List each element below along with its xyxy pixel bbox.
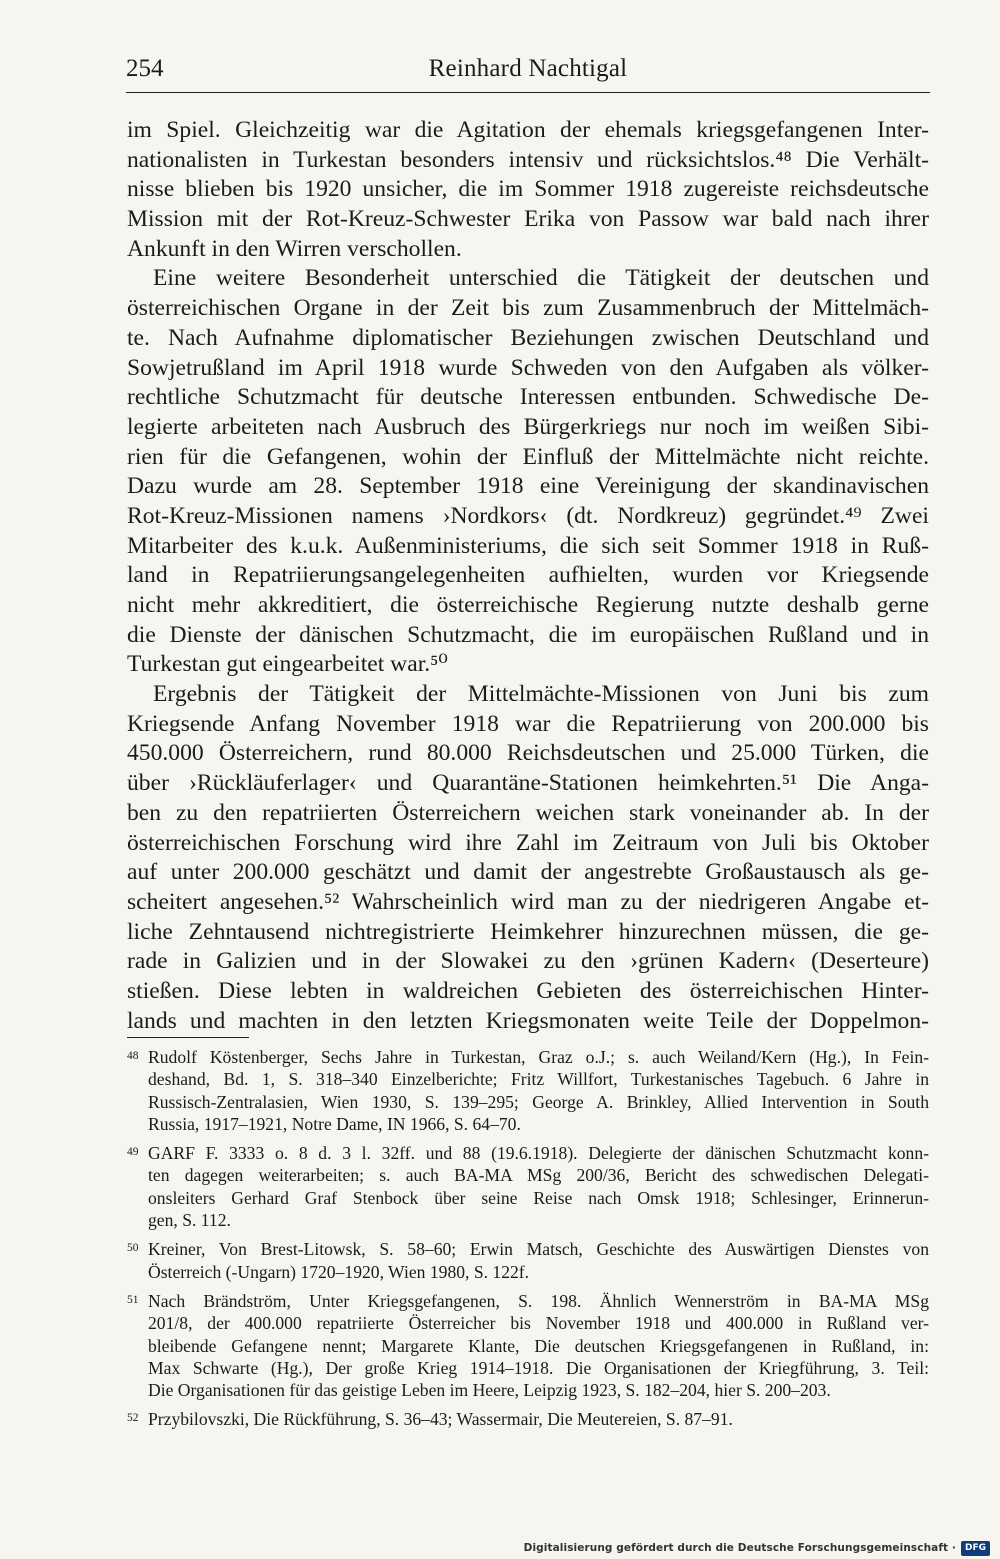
text-line: rade in Galizien und in der Slowakei zu den ›grünen Kadern‹ (Deserteure) [127,948,929,975]
footnote-50 [127,1238,929,1283]
footnote-number: 50 [127,1242,139,1255]
paragraph [127,264,929,680]
text-line: stießen. Diese lebten in waldreichen Gebieten des österreichischen Hinter- [127,977,929,1004]
text-line: nicht mehr akkreditiert, die österreichische Regierung nutzte deshalb gerne [127,592,929,618]
text-line: scheitert angesehen.⁵² Wahrscheinlich wird man zu der niedrigeren Angabe et- [127,888,929,915]
text-line: nationalisten in Turkestan besonders intensiv und rücksichtslos.⁴⁸ Die Verhält- [127,146,929,173]
text-line: Ankunft in den Wirren verschollen. [127,235,462,262]
footnote-line: bleibende Gefangene nennt; Margarete Klante, Die deutschen Kriegsgefangenen in Rußland, in: [148,1335,929,1356]
footnote-line: GARF F. 3333 o. 8 d. 3 l. 32ff. und 88 (19.6.1918). Delegierte der dänischen Schutzmacht konn- [148,1143,929,1164]
text-line: Mission mit der Rot-Kreuz-Schwester Erika von Passow war bald nach ihrer [127,206,929,233]
text-line: im Spiel. Gleichzeitig war die Agitation der ehemals kriegsgefangenen Inter- [127,117,929,143]
text-line: liche Zehntausend nichtregistrierte Heimkehrer hinzurechnen müssen, die ge- [127,918,929,945]
body-text [127,116,929,1036]
text-line: lands und machten in den letzten Kriegsmonaten weite Teile der Doppelmon- [127,1007,929,1034]
text-line: land in Repatriierungsangelegenheiten aufhielten, wurden vor Kriegsende [127,562,929,589]
text-line: österreichischen Organe in der Zeit bis zum Zusammenbruch der Mittelmäch- [127,295,929,322]
footnote-line: Russisch-Zentralasien, Wien 1930, S. 139–295; George A. Brinkley, Allied Intervention in South [148,1091,929,1112]
text-line: legierte arbeiteten nach Ausbruch des Bürgerkriegs nur noch im weißen Sibi- [127,413,929,440]
footnote-line: Przybilovszki, Die Rückführung, S. 36–43; Wassermair, Die Meutereien, S. 87–91. [148,1409,733,1430]
text-line: Ergebnis der Tätigkeit der Mittelmächte-Missionen von Juni bis zum [153,681,929,708]
footnote-line: gen, S. 112. [148,1210,231,1231]
footnote-51 [127,1290,929,1401]
footnote-line: Die Organisationen für das geistige Leben im Heere, Leipzig 1923, S. 182–204, hier S. 200–203. [148,1380,831,1401]
text-line: Sowjetrußland im April 1918 wurde Schweden von den Aufgaben als völker- [127,354,929,381]
digitization-credit [524,1539,990,1557]
page-header [126,52,930,92]
footnote-line: deshand, Bd. 1, S. 318–340 Einzelberichte; Fritz Willfort, Turkestanisches Tagebuch. 6 Jahre in [148,1069,929,1090]
footnote-line: Österreich (-Ungarn) 1720–1920, Wien 1980, S. 122f. [148,1261,530,1282]
footnote-48 [127,1046,929,1135]
text-line: nisse blieben bis 1920 unsicher, die im Sommer 1918 zugereiste reichsdeutsche [127,176,929,203]
header-rule [126,92,930,93]
footnote-line: Russia, 1917–1921, Notre Dame, IN 1966, S. 64–70. [148,1113,521,1134]
footnote-line: Rudolf Köstenberger, Sechs Jahre in Turkestan, Graz o.J.; s. auch Weiland/Kern (Hg.), In Fein- [148,1047,929,1067]
footnote-line: onsleiters Gerhard Graf Stenbock über seine Reise nach Omsk 1918; Schlesinger, Erinnerun- [148,1187,929,1208]
footnote-line: 201/8, der 400.000 repatriierte Österreicher bis November 1918 und 400.000 in Rußland ver- [148,1313,929,1334]
text-line: Mitarbeiter des k.u.k. Außenministeriums, die sich seit Sommer 1918 in Ruß- [127,532,929,559]
footnote-number: 51 [127,1293,139,1306]
text-line: ben zu den repatriierten Österreichern weichen stark voneinander ab. In der [127,799,929,826]
footnote-line: ten dagegen weiterarbeiten; s. auch BA-MA MSg 200/36, Bericht des schwedischen Delegati- [148,1165,929,1186]
text-line: auf unter 200.000 geschätzt und damit der angestrebte Großaustausch als ge- [127,859,929,886]
text-line: Dazu wurde am 28. September 1918 eine Vereinigung der skandinavischen [127,473,929,500]
paragraph [127,680,929,1036]
footnotes [127,1046,929,1431]
paragraph [127,116,929,264]
text-line: te. Nach Aufnahme diplomatischer Beziehungen zwischen Deutschland und [127,324,929,351]
text-line: über ›Rückläuferlager‹ und Quarantäne-Stationen heimkehrten.⁵¹ Die Anga- [127,770,929,797]
footnote-number: 48 [127,1050,139,1062]
text-line: die Dienste der dänischen Schutzmacht, die im europäischen Rußland und in [127,621,929,648]
footnote-49 [127,1142,929,1231]
footnote-line: Kreiner, Von Brest-Litowsk, S. 58–60; Erwin Matsch, Geschichte des Auswärtigen Dienstes von [148,1239,929,1260]
footnote-line: Max Schwarte (Hg.), Der große Krieg 1914–1918. Die Organisationen der Kriegführung, 3. Teil: [148,1357,929,1378]
text-line: österreichischen Forschung wird ihre Zahl im Zeitraum von Juli bis Oktober [127,829,929,856]
text-line: Kriegsende Anfang November 1918 war die Repatriierung von 200.000 bis [127,710,929,737]
dfg-logo: DFG [961,1541,990,1556]
text-line: rien für die Gefangenen, wohin der Einfluß der Mittelmächte nicht reichte. [127,443,929,470]
text-line: Eine weitere Besonderheit unterschied die Tätigkeit der deutschen und [153,265,929,292]
text-line: Turkestan gut eingearbeitet war.⁵⁰ [127,651,448,678]
footnote-number: 52 [127,1412,139,1425]
page-number: 254 [126,55,164,82]
footnote-number: 49 [127,1146,139,1159]
text-line: 450.000 Österreichern, rund 80.000 Reichsdeutschen und 25.000 Türken, die [127,740,929,767]
text-line: Rot-Kreuz-Missionen namens ›Nordkors‹ (dt. Nordkreuz) gegründet.⁴⁹ Zwei [127,502,929,529]
footnote-rule [127,1037,249,1038]
text-line: rechtliche Schutzmacht für deutsche Interessen entbunden. Schwedische De- [127,384,929,411]
digitization-note: Digitalisierung gefördert durch die Deutsche Forschungsgemeinschaft · [523,1542,956,1554]
footnote-52 [127,1408,929,1430]
running-head: Reinhard Nachtigal [428,55,628,82]
footnote-line: Nach Brändström, Unter Kriegsgefangenen, S. 198. Ähnlich Wennerström in BA-MA MSg [148,1290,929,1311]
